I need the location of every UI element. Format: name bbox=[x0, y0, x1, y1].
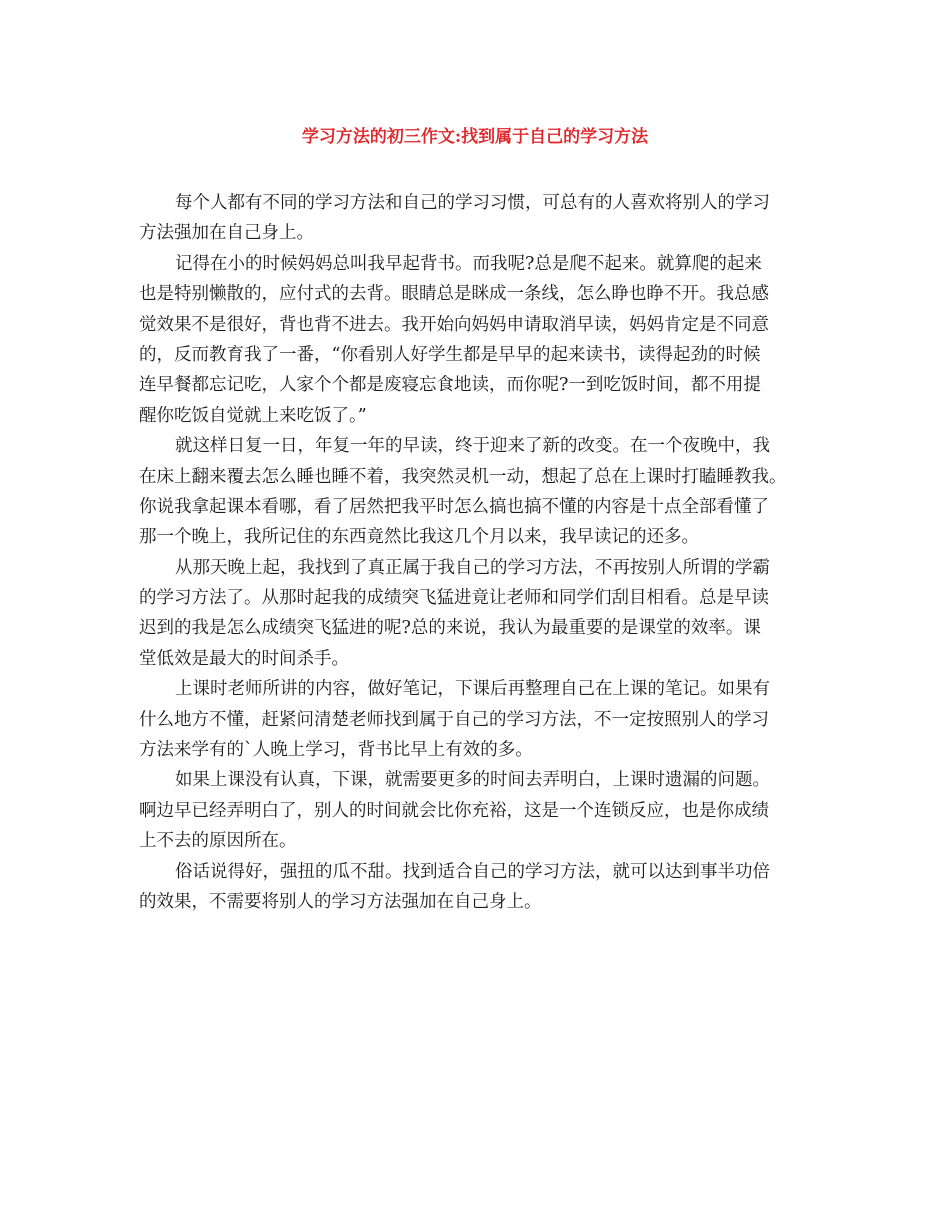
paragraph-line: 堂低效是最大的时间杀手。 bbox=[139, 648, 349, 669]
paragraph-line: 也是特别懒散的，应付式的去背。眼睛总是眯成一条线，怎么睁也睁不开。我总感 bbox=[139, 284, 769, 305]
paragraph-line: 就这样日复一日，年复一年的早读，终于迎来了新的改变。在一个夜晚中，我 bbox=[175, 436, 770, 457]
paragraph-line: 方法来学有的`人晚上学习，背书比早上有效的多。 bbox=[139, 740, 533, 761]
paragraph bbox=[139, 431, 811, 553]
document-body bbox=[139, 188, 811, 917]
paragraph-line: 的，反而教育我了一番，“你看别人好学生都是早早的起来读书，读得起劲的时候 bbox=[139, 344, 761, 365]
paragraph bbox=[139, 857, 811, 918]
paragraph bbox=[139, 249, 811, 431]
paragraph bbox=[139, 553, 811, 675]
paragraph-line: 啊边早已经弄明白了，别人的时间就会比你充裕，这是一个连锁反应，也是你成绩 bbox=[139, 800, 769, 821]
paragraph-line: 那一个晚上，我所记住的东西竟然比我这几个月以来，我早读记的还多。 bbox=[139, 527, 699, 548]
paragraph-line: 每个人都有不同的学习方法和自己的学习习惯，可总有的人喜欢将别人的学习 bbox=[175, 193, 770, 213]
paragraph-line: 连早餐都忘记吃，人家个个都是废寝忘食地读，而你呢?一到吃饭时间，都不用提 bbox=[139, 375, 761, 396]
paragraph bbox=[139, 188, 811, 249]
paragraph-line: 在床上翻来覆去怎么睡也睡不着，我突然灵机一动，想起了总在上课时打瞌睡教我。 bbox=[139, 466, 787, 487]
paragraph-line: 上课时老师所讲的内容，做好笔记，下课后再整理自己在上课的笔记。如果有 bbox=[175, 679, 770, 700]
paragraph bbox=[139, 765, 811, 856]
paragraph-line: 觉效果不是很好，背也背不进去。我开始向妈妈申请取消早读，妈妈肯定是不同意 bbox=[139, 314, 769, 335]
paragraph-line: 醒你吃饭自觉就上来吃饭了。” bbox=[139, 405, 367, 426]
paragraph-line: 如果上课没有认真，下课，就需要更多的时间去弄明白，上课时遗漏的问题。 bbox=[175, 770, 770, 791]
paragraph-line: 什么地方不懂，赶紧问清楚老师找到属于自己的学习方法，不一定按照别人的学习 bbox=[139, 709, 769, 730]
document-title: 学习方法的初三作文:找到属于自己的学习方法 bbox=[301, 127, 649, 147]
paragraph-line: 方法强加在自己身上。 bbox=[139, 223, 314, 244]
paragraph-line: 上不去的原因所在。 bbox=[139, 831, 297, 852]
paragraph-line: 记得在小的时候妈妈总叫我早起背书。而我呢?总是爬不起来。就算爬的起来 bbox=[175, 253, 762, 274]
paragraph-line: 的学习方法了。从那时起我的成绩突飞猛进竟让老师和同学们刮目相看。总是早读 bbox=[139, 588, 769, 609]
paragraph-line: 迟到的我是怎么成绩突飞猛进的呢?总的来说，我认为最重要的是课堂的效率。课 bbox=[139, 618, 761, 639]
paragraph-line: 的效果，不需要将别人的学习方法强加在自己身上。 bbox=[139, 891, 542, 912]
paragraph bbox=[139, 674, 811, 765]
paragraph-line: 从那天晚上起，我找到了真正属于我自己的学习方法，不再按别人所谓的学霸 bbox=[175, 557, 770, 578]
paragraph-line: 俗话说得好，强扭的瓜不甜。找到适合自己的学习方法，就可以达到事半功倍 bbox=[175, 861, 770, 882]
paragraph-line: 你说我拿起课本看哪，看了居然把我平时怎么搞也搞不懂的内容是十点全部看懂了 bbox=[139, 496, 769, 517]
